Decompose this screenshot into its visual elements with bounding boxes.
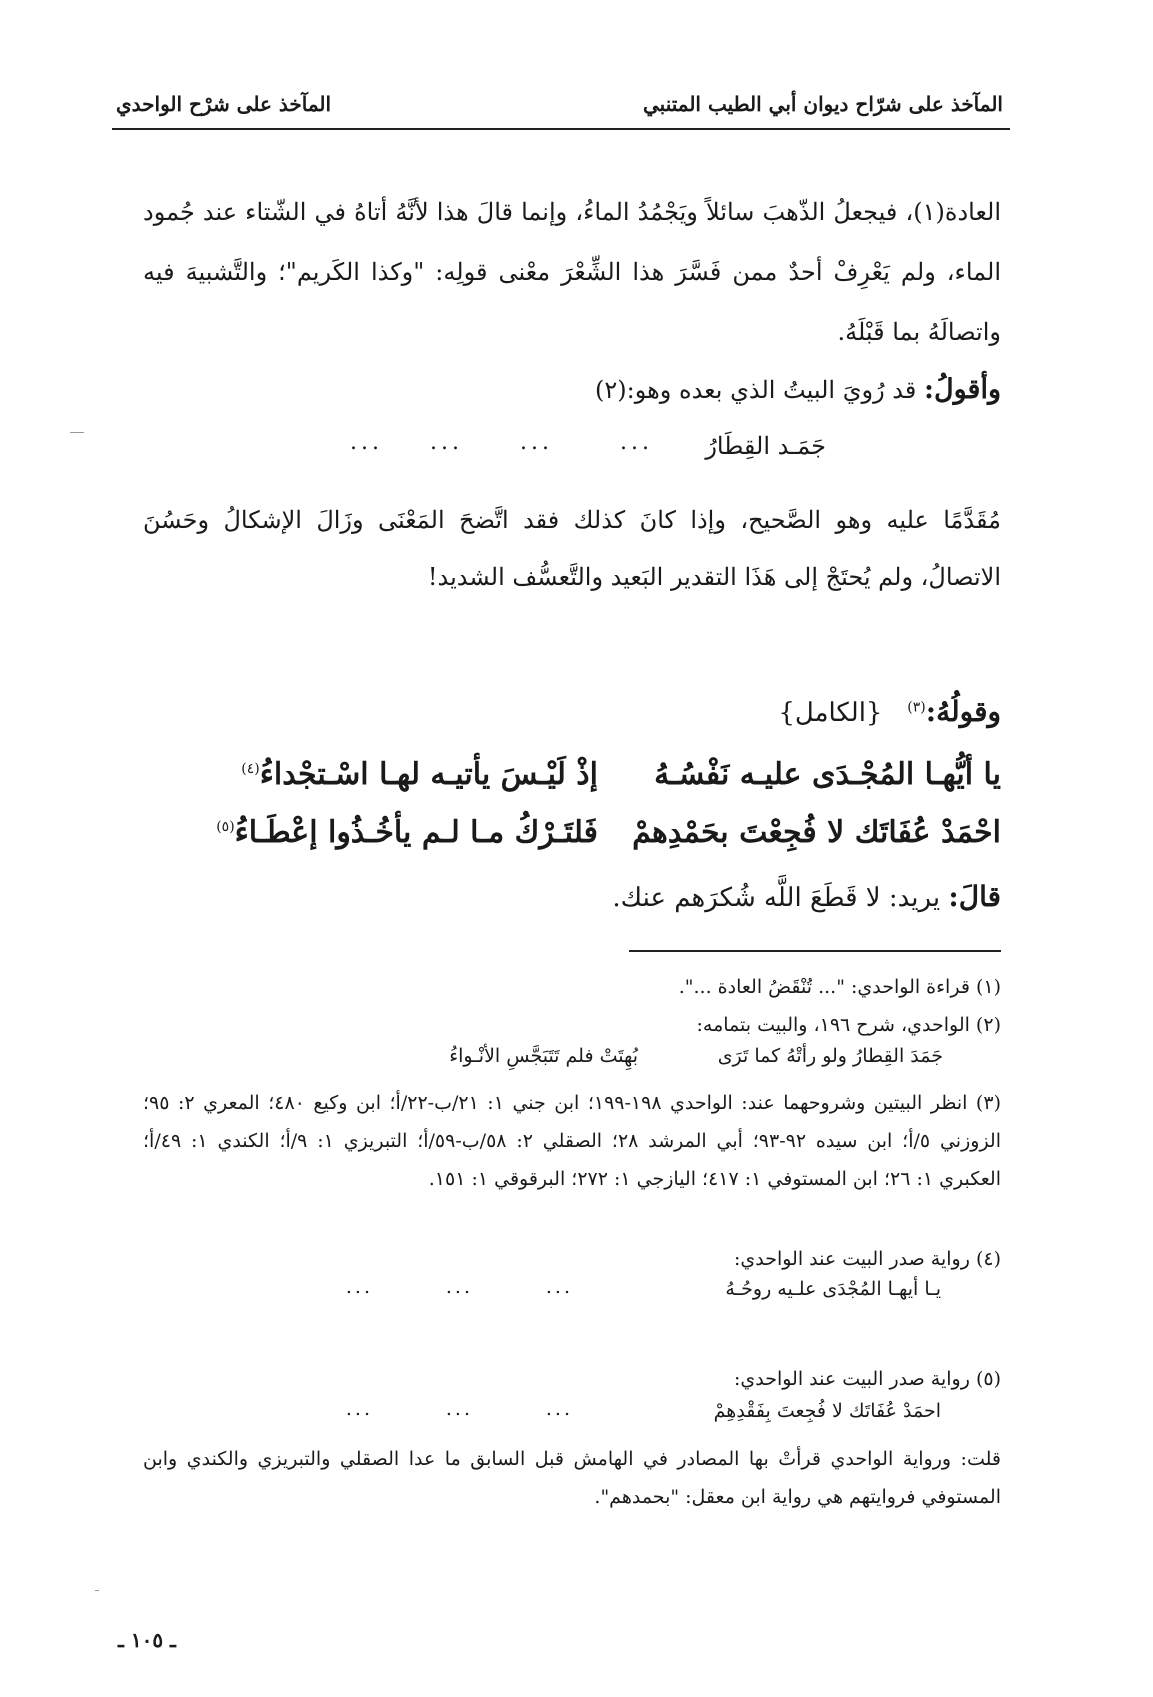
verse-1-second-hemistich [241, 757, 598, 792]
running-header-book-title: المآخذ على شرّاح ديوان أبي الطيب المتنبي [643, 92, 1003, 116]
ellipsis-4: ... [350, 430, 383, 455]
footnote-1: (١) قراءة الواحدي: "... تُنْقَضُ العادة ...". [678, 976, 1001, 998]
qala-label: قالَ: [948, 880, 1001, 913]
verse-2-second-hemistich [216, 815, 598, 850]
footnote-5-dots-1: ... [545, 1398, 573, 1420]
aqulu-label: وأقولُ: [924, 374, 1001, 405]
footnote-2-verse-second: بُهِتَتْ فلم تَتَبَجَّسِ الأنْـواءُ [449, 1045, 638, 1067]
ellipsis-3: ... [430, 430, 463, 455]
verse-2-first-hemistich: احْمَدْ عُفَاتَك لا فُجِعْتَ بحَمْدِهمْ [632, 815, 1001, 850]
footnote-2-verse-first: جَمَدَ القِطارُ ولو رأتْهُ كما تَرَى [717, 1045, 943, 1067]
footnote-4-dots-1: ... [545, 1276, 573, 1298]
qala-text: يريد: لا قَطَعَ اللَّه شُكرَهم عنك. [612, 883, 949, 913]
verse-2-note: (٥) [216, 819, 235, 835]
poem-intro [778, 695, 1001, 728]
footnote-editor-note: قلت: ورواية الواحدي قرأتْ بها المصادر في الهامش قبل السابق ما عدا الصقلي والتبريزي والكندي وابن المستوفي فروايتهم هي رواية ابن معقل: "بحمدهم". [143, 1448, 1001, 1508]
poem-intro-label: وقولُهُ: [925, 695, 1001, 728]
paragraph-qala [612, 880, 1001, 913]
paragraph-commentary: العادة(١)، فيجعلُ الذّهبَ سائلاً ويَجْمُدُ الماءُ، وإنما قالَ هذا لأنَّهُ أتاهُ في الشّتاء عند جُمود الماء، ولم يَعْرِفْ أحدٌ ممن فَسَّرَ هذا الشِّعْرَ معْنى قولِه: "وكذا الكَريم"؛ والتَّشبيهَ فيه واتصالَهُ بما قَبْلَهُ. [143, 198, 1001, 346]
verse-1-first-hemistich: يا أيُّهـا المُجْـدَى عليـه نَفْسُـهُ [654, 757, 1001, 792]
footnote-rule [629, 950, 1001, 952]
footnote-5-verse: احمَدْ عُفَاتَك لا فُجِعتَ بِفَقْدِهِمْ [713, 1400, 941, 1422]
poem-meter: {الكامل} [778, 698, 883, 728]
footnote-5-dots-2: ... [445, 1398, 473, 1420]
footnote-5-dots-3: ... [345, 1398, 373, 1420]
running-header-section-title: المآخذ على شرْح الواحدي [116, 92, 332, 116]
footnote-4-dots-3: ... [345, 1276, 373, 1298]
verse-1-second-text: إذْ لَيْـسَ يأتيـه لهـا اسْـتجْداءُ [259, 757, 598, 792]
footnote-5: (٥) رواية صدر البيت عند الواحدي: [733, 1368, 1001, 1390]
paragraph-aqulu [143, 370, 1001, 410]
header-rule [112, 128, 1010, 130]
footnote-2: (٢) الواحدي، شرح ١٩٦، والبيت بتمامه: [696, 1014, 1001, 1036]
footnote-4: (٤) رواية صدر البيت عند الواحدي: [733, 1248, 1001, 1270]
verse-1-note: (٤) [241, 761, 260, 777]
footnote-3: (٣) انظر البيتين وشروحهما عند: الواحدي ١٩٨-١٩٩؛ ابن جني ١: ٢١/ب-٢٢/أ؛ ابن وكيع ٤٨٠؛ المعري ٢: ٩٥؛ الزوزني ٥/أ؛ ابن سيده ٩٢-٩٣؛ أبي المرشد ٢٨؛ الصقلي ٢: ٥٨/ب-٥٩/أ؛ التبريزي ١: ٩/أ؛ الكندي ١: ٤٩/أ؛ العكبري ١: ٢٦؛ ابن المستوفي ١: ٤١٧؛ اليازجي ١: ٢٧٢؛ البرقوقي ١: ١٥١. [143, 1092, 1001, 1190]
ellipsis-1: ... [620, 430, 653, 455]
paragraph-sahih: مُقَدَّمًا عليه وهو الصَّحيح، وإذا كانَ كذلك فقد اتَّضحَ المَعْنَى وزَالَ الإشكالُ وحَسُنَ الاتصالُ، ولم يُحتَجْ إلى هَذَا التقدير البَعيد والتَّعسُّف الشديد! [143, 506, 1001, 591]
footnote-4-verse: يـا أيهـا المُجْدَى علـيه روحُـهُ [725, 1278, 941, 1300]
verse-fragment-word: جَمَـد القِطَارُ [705, 432, 826, 460]
poem-intro-note: (٣) [907, 699, 926, 716]
verse-2-second-text: فَلتَـرْكُ مـا لـم يأخُـذُوا إعْطَـاءُ [234, 815, 598, 850]
footnote-4-dots-2: ... [445, 1276, 473, 1298]
ellipsis-2: ... [520, 430, 553, 455]
scan-speck [95, 1590, 99, 1591]
scan-speck [70, 432, 84, 433]
aqulu-text: قد رُويَ البيتُ الذي بعده وهو:(٢) [595, 376, 925, 404]
page-number: ـ ١٠٥ ـ [118, 1628, 176, 1652]
